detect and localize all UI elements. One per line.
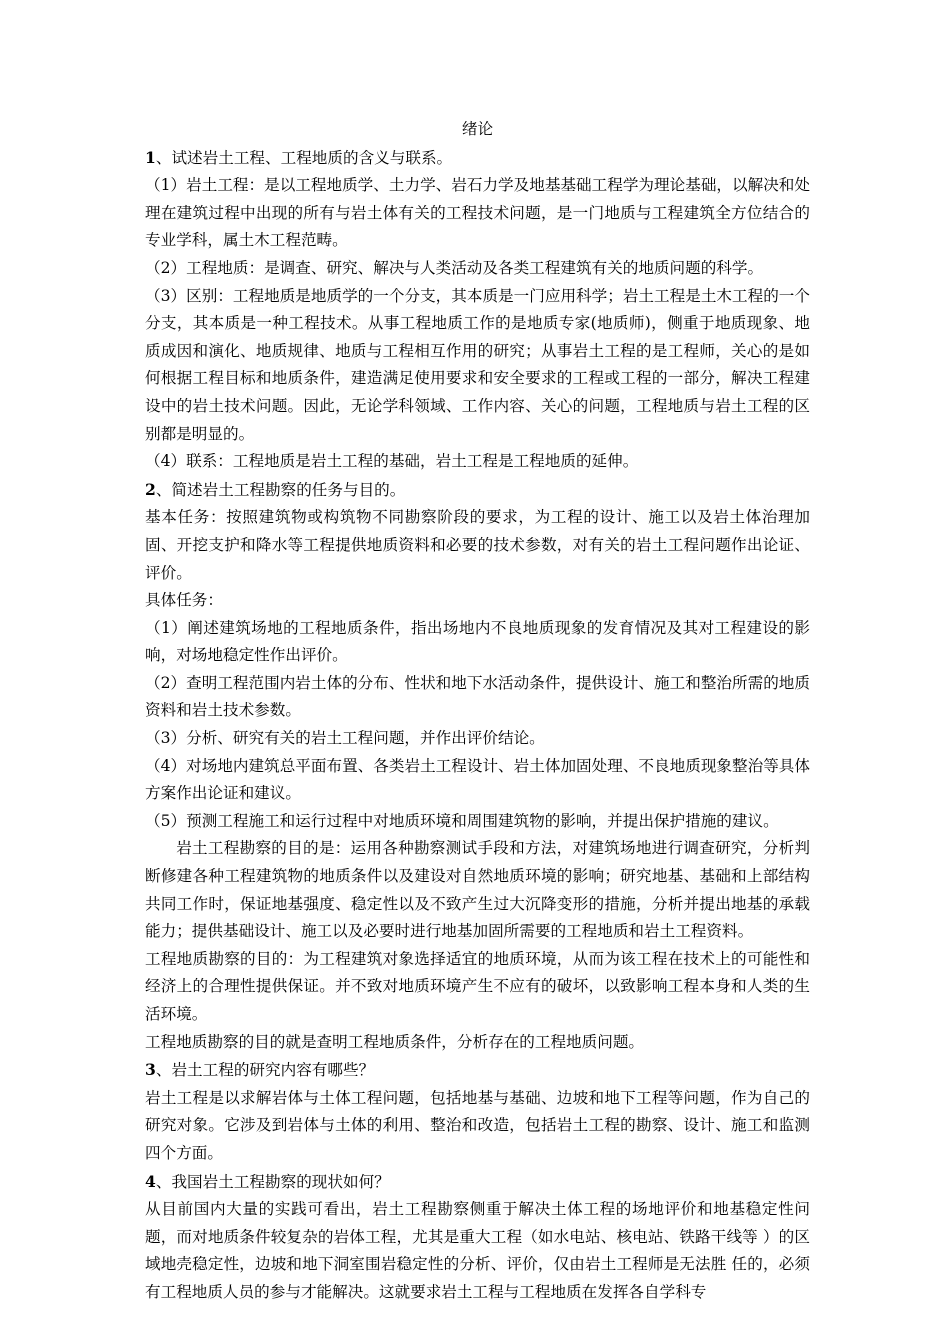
question-heading	[145, 1056, 810, 1085]
paragraph: 工程地质勘察的目的就是查明工程地质条件，分析存在的工程地质问题。	[145, 1032, 645, 1051]
question-heading	[145, 144, 810, 173]
question-heading	[145, 476, 810, 505]
paragraph: （3）分析、研究有关的岩土工程问题，并作出评价结论。	[145, 729, 545, 748]
question-text: 、岩土工程的研究内容有哪些？	[155, 1061, 375, 1080]
paragraph: （3）区别：工程地质是地质学的一个分支，其本质是一门应用科学；岩土工程是土木工程的一个分支，其本质是一种工程技术。从事工程地质工作的是地质专家(地质师)，侧重于地质现象、地质成因和演化、地质规律、地质与工程相互作用的研究；从事岩土工程的是工程师，关心的是如何根据工程目标和地质条件，建造满足使用要求和安全要求的工程或工程的一部分，解决工程建设中的岩土技术问题。因此，无论学科领域、工作内容、关心的问题，工程地质与岩土工程的区别都是明显的。	[145, 286, 810, 443]
question-number: 3	[145, 1060, 156, 1080]
question-number: 4	[145, 1171, 156, 1191]
question-number: 1	[145, 147, 156, 167]
paragraph: （1）岩土工程：是以工程地质学、土力学、岩石力学及地基基础工程学为理论基础，以解决和处理在建筑过程中出现的所有与岩土体有关的工程技术问题，是一门地质与工程建筑全方位结合的专业学科，属土木工程范畴。	[145, 176, 810, 250]
question-text: 、我国岩土工程勘察的现状如何？	[155, 1172, 390, 1191]
paragraph: 工程地质勘察的目的：为工程建筑对象选择适宜的地质环境，从而为该工程在技术上的可能性和经济上的合理性提供保证。并不致对地质环境产生不应有的破坏，以致影响工程本身和人类的生活环境。	[145, 949, 810, 1023]
paragraph: 具体任务：	[145, 591, 223, 610]
paragraph: （1）阐述建筑场地的工程地质条件，指出场地内不良地质现象的发育情况及其对工程建设的影响，对场地稳定性作出评价。	[145, 618, 810, 665]
paragraph: 从目前国内大量的实践可看出，岩土工程勘察侧重于解决土体工程的场地评价和地基稳定性问题，而对地质条件较复杂的岩体工程，尤其是重大工程（如水电站、核电站、铁路干线等 ）的区域地壳稳定性，边坡和地下洞室围岩稳定性的分析、评价，仅由岩土工程师是无法胜 任的，必须有工程地质人员的参与才能解决。这就要求岩土工程与工程地质在发挥各自学科专	[145, 1200, 810, 1301]
paragraph: 岩土工程勘察的目的是：运用各种勘察测试手段和方法，对建筑场地进行调查研究，分析判断修建各种工程建筑物的地质条件以及建设对自然地质环境的影响；研究地基、基础和上部结构共同工作时，保证地基强度、稳定性以及不致产生过大沉降变形的措施，分析并提出地基的承载能力；提供基础设计、施工以及必要时进行地基加固所需要的工程地质和岩土工程资料。	[145, 839, 810, 941]
question-number: 2	[145, 479, 156, 499]
document-page	[145, 116, 810, 1307]
paragraph: （2）查明工程范围内岩土体的分布、性状和地下水活动条件，提供设计、施工和整治所需的地质资料和岩土技术参数。	[145, 673, 810, 720]
document-body	[145, 144, 810, 1307]
question-text: 、试述岩土工程、工程地质的含义与联系。	[155, 148, 453, 167]
paragraph: （5）预测工程施工和运行过程中对地质环境和周围建筑物的影响，并提出保护措施的建议。	[145, 811, 779, 830]
paragraph: 岩土工程是以求解岩体与土体工程问题，包括地基与基础、边坡和地下工程等问题，作为自己的研究对象。它涉及到岩体与土体的利用、整治和改造，包括岩土工程的勘察、设计、施工和监测四个方面。	[145, 1088, 810, 1162]
paragraph: （2）工程地质：是调查、研究、解决与人类活动及各类工程建筑有关的地质问题的科学。	[145, 258, 764, 277]
question-text: 、简述岩土工程勘察的任务与目的。	[155, 480, 406, 499]
question-heading	[145, 1168, 810, 1197]
paragraph: （4）联系：工程地质是岩土工程的基础，岩土工程是工程地质的延伸。	[145, 452, 639, 471]
paragraph: （4）对场地内建筑总平面布置、各类岩土工程设计、岩土体加固处理、不良地质现象整治等具体方案作出论证和建议。	[145, 756, 810, 803]
document-title: 绪论	[461, 120, 494, 138]
paragraph: 基本任务：按照建筑物或构筑物不同勘察阶段的要求，为工程的设计、施工以及岩土体治理加固、开挖支护和降水等工程提供地质资料和必要的技术参数，对有关的岩土工程问题作出论证、评价。	[145, 508, 810, 582]
